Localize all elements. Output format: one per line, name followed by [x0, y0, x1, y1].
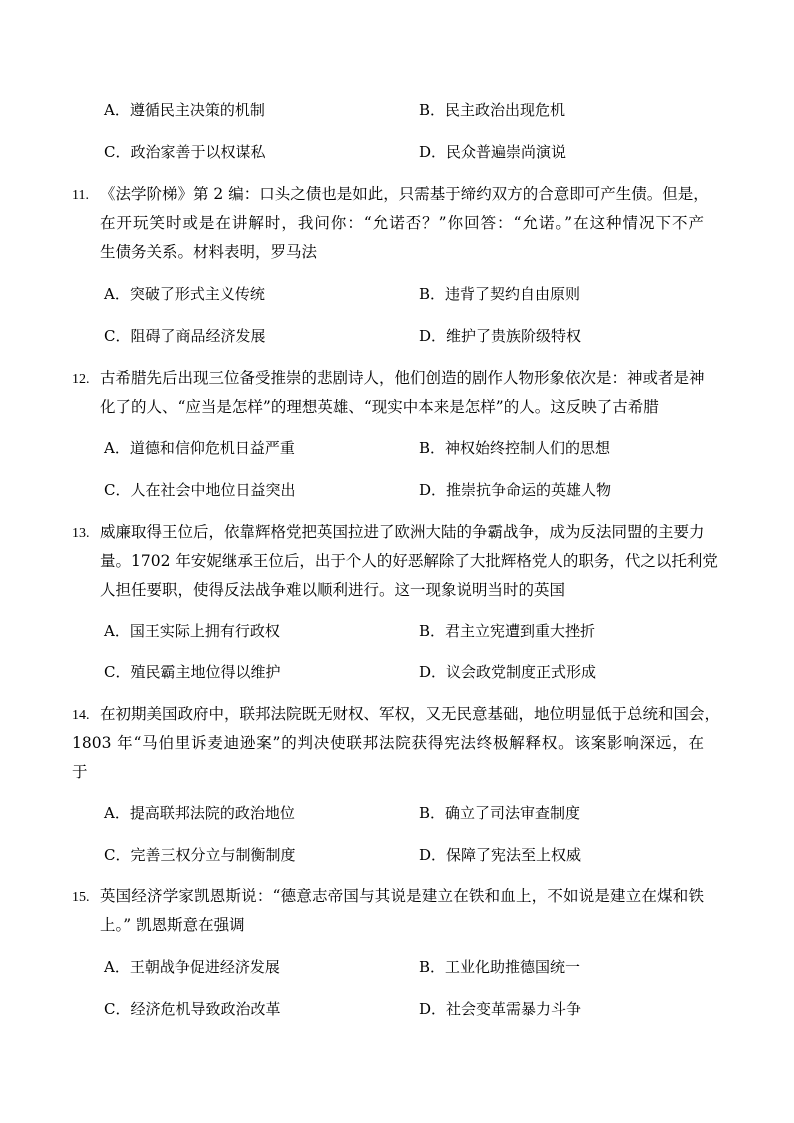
q11-option-d[interactable]: D．维护了贵族阶级特权: [419, 327, 582, 345]
q13-option-b[interactable]: B．君主立宪遭到重大挫折: [419, 622, 596, 640]
q10-option-b[interactable]: B．民主政治出现危机: [419, 101, 566, 119]
question-15: [72, 882, 732, 940]
q13-option-a[interactable]: A．国王实际上拥有行政权: [104, 622, 280, 640]
question-stem-line: 在初期美国政府中，联邦法院既无财权、军权，又无民意基础，地位明显低于总统和国会，: [100, 705, 721, 723]
q11-option-a[interactable]: A．突破了形式主义传统: [104, 285, 265, 303]
q10-option-c[interactable]: C．政治家善于以权谋私: [104, 143, 266, 161]
q12-option-a[interactable]: A．道德和信仰危机日益严重: [104, 439, 295, 457]
question-number: 12.: [72, 372, 90, 387]
q11-options-row-2: [0, 322, 794, 350]
q15-option-c[interactable]: C．经济危机导致政治改革: [104, 1000, 281, 1018]
q15-options-row-1: [0, 953, 794, 981]
q13-option-d[interactable]: D．议会政党制度正式形成: [419, 663, 597, 681]
q14-option-a[interactable]: A．提高联邦法院的政治地位: [104, 804, 295, 822]
q14-options-row-2: [0, 841, 794, 869]
question-stem-line: 生债务关系。材料表明，罗马法: [100, 243, 318, 261]
question-stem-line: 上。” 凯恩斯意在强调: [100, 916, 245, 934]
q10-options-row-1: [0, 96, 794, 124]
question-stem-line: 威廉取得王位后，依靠辉格党把英国拉进了欧洲大陆的争霸战争，成为反法同盟的主要力: [100, 523, 705, 541]
q14-option-c[interactable]: C．完善三权分立与制衡制度: [104, 846, 296, 864]
q14-option-d[interactable]: D．保障了宪法至上权威: [419, 846, 582, 864]
question-stem-line: 于: [72, 763, 88, 781]
question-stem-line: 古希腊先后出现三位备受推崇的悲剧诗人，他们创造的剧作人物形象依次是：神或者是神: [100, 369, 705, 387]
question-stem-line: 《法学阶梯》第 2 编：口头之债也是如此，只需基于缔约双方的合意即可产生债。但是，: [100, 185, 709, 203]
question-stem-line: 1803 年“马伯里诉麦迪逊案”的判决使联邦法院获得宪法终极解释权。该案影响深远，在: [72, 734, 704, 752]
q13-options-row-1: [0, 617, 794, 645]
question-13: [72, 518, 732, 605]
question-12: [72, 364, 732, 422]
q14-option-b[interactable]: B．确立了司法审查制度: [419, 804, 581, 822]
q13-options-row-2: [0, 658, 794, 686]
q15-option-a[interactable]: A．王朝战争促进经济发展: [104, 958, 280, 976]
question-stem-line: 在开玩笑时或是在讲解时，我问你：“允诺否？”你回答：“允诺。”在这种情况下不产: [100, 214, 704, 232]
q11-option-c[interactable]: C．阻碍了商品经济发展: [104, 327, 266, 345]
q15-option-d[interactable]: D．社会变革需暴力斗争: [419, 1000, 582, 1018]
question-stem-line: 化了的人、“应当是怎样”的理想英雄、“现实中本来是怎样”的人。这反映了古希腊: [100, 398, 659, 416]
question-14: [72, 700, 732, 787]
q12-option-d[interactable]: D．推崇抗争命运的英雄人物: [419, 481, 612, 499]
question-number: 14.: [72, 708, 90, 723]
q12-options-row-2: [0, 476, 794, 504]
question-stem-line: 英国经济学家凯恩斯说：“德意志帝国与其说是建立在铁和血上，不如说是建立在煤和铁: [100, 887, 704, 905]
question-stem-line: 量。1702 年安妮继承王位后，出于个人的好恶解除了大批辉格党人的职务，代之以托利党: [100, 552, 718, 570]
q11-option-b[interactable]: B．违背了契约自由原则: [419, 285, 581, 303]
q10-option-d[interactable]: D．民众普遍崇尚演说: [419, 143, 567, 161]
q13-option-c[interactable]: C．殖民霸主地位得以维护: [104, 663, 281, 681]
q10-option-a[interactable]: A．遵循民主决策的机制: [104, 101, 265, 119]
q15-options-row-2: [0, 995, 794, 1023]
question-number: 15.: [72, 890, 90, 905]
q14-options-row-1: [0, 799, 794, 827]
question-stem-line: 人担任要职，使得反法战争难以顺利进行。这一现象说明当时的英国: [100, 581, 566, 599]
q11-options-row-1: [0, 280, 794, 308]
q12-options-row-1: [0, 434, 794, 462]
question-number: 13.: [72, 526, 90, 541]
question-number: 11.: [72, 188, 89, 203]
q12-option-c[interactable]: C．人在社会中地位日益突出: [104, 481, 296, 499]
q12-option-b[interactable]: B．神权始终控制人们的思想: [419, 439, 611, 457]
question-11: [72, 180, 732, 267]
q10-options-row-2: [0, 138, 794, 166]
q15-option-b[interactable]: B．工业化助推德国统一: [419, 958, 581, 976]
